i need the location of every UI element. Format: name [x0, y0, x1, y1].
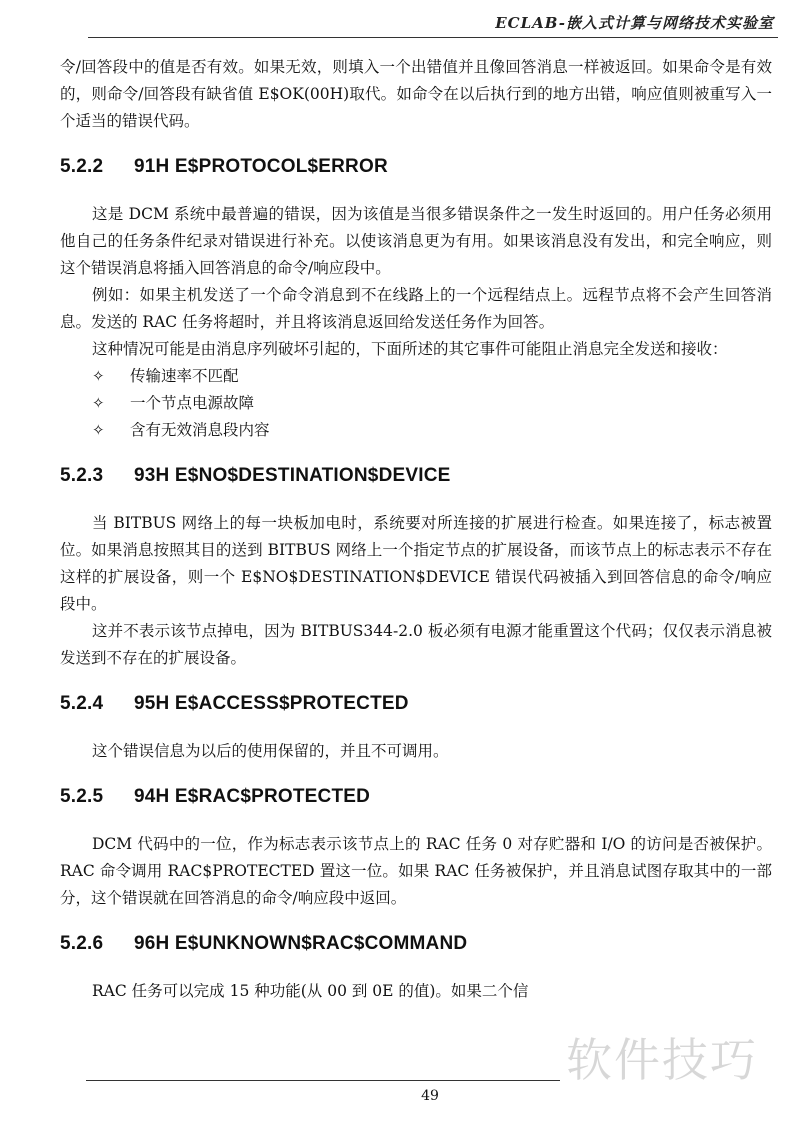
paragraph: 当 BITBUS 网络上的每一块板加电时，系统要对所连接的扩展进行检查。如果连接了，标志被置位。如果消息按照其目的送到 BITBUS 网络上一个指定节点的扩展设备，而该节点上的标志表示不存在这样的扩展设备，则一个 E$NO$DESTINATION$DEVICE 错误代码被插入到回答信息的命令/响应段中。: [60, 514, 772, 613]
page-number: 49: [421, 1088, 439, 1104]
bullet-list: [60, 363, 772, 444]
diamond-bullet-icon: ✧: [92, 367, 105, 385]
page-content: [60, 54, 772, 1005]
section-heading-5-2-4: [60, 692, 772, 716]
section-title: 94H E$RAC$PROTECTED: [134, 786, 371, 807]
paragraph: 这个错误信息为以后的使用保留的，并且不可调用。: [92, 742, 449, 760]
list-item: [92, 363, 772, 390]
list-item-text: 含有无效消息段内容: [130, 421, 270, 439]
diamond-bullet-icon: ✧: [92, 421, 105, 439]
paragraph: 这并不表示该节点掉电，因为 BITBUS344-2.0 板必须有电源才能重置这个代码；仅仅表示消息被发送到不存在的扩展设备。: [60, 622, 772, 667]
paragraph: 例如：如果主机发送了一个命令消息到不在线路上的一个远程结点上。远程节点将不会产生回答消息。发送的 RAC 任务将超时，并且将该消息返回给发送任务作为回答。: [60, 286, 772, 331]
section-heading-5-2-5: [60, 785, 772, 809]
intro-paragraph: 令/回答段中的值是否有效。如果无效，则填入一个出错值并且像回答消息一样被返回。如果命令是有效的，则命令/回答段有缺省值 E$OK(00H)取代。如命令在以后执行到的地方出错，响应值则被重写入一个适当的错误代码。: [60, 58, 772, 130]
list-item: [92, 417, 772, 444]
section-title: 95H E$ACCESS$PROTECTED: [134, 693, 409, 714]
section-title: 93H E$NO$DESTINATION$DEVICE: [134, 465, 451, 486]
paragraph: RAC 任务可以完成 15 种功能(从 00 到 0E 的值)。如果二个信: [92, 982, 529, 1000]
section-title: 96H E$UNKNOWN$RAC$COMMAND: [134, 933, 468, 954]
page-header: ECLAB-嵌入式计算与网络技术实验室: [88, 10, 778, 38]
diamond-bullet-icon: ✧: [92, 394, 105, 412]
section-number: 5.2.6: [60, 933, 104, 954]
section-number: 5.2.4: [60, 693, 104, 714]
section-number: 5.2.5: [60, 786, 104, 807]
section-number: 5.2.3: [60, 465, 104, 486]
paragraph: DCM 代码中的一位，作为标志表示该节点上的 RAC 任务 0 对存贮器和 I/O 的访问是否被保护。RAC 命令调用 RAC$PROTECTED 置这一位。如果 RAC 任务被保护，并且消息试图存取其中的一部分，这个错误就在回答消息的命令/响应段中返回。: [60, 835, 772, 907]
watermark: 软件技巧: [566, 1033, 758, 1087]
footer-divider: [86, 1080, 560, 1081]
section-title: 91H E$PROTOCOL$ERROR: [134, 156, 388, 177]
paragraph: 这种情况可能是由消息序列破坏引起的，下面所述的其它事件可能阻止消息完全发送和接收：: [92, 340, 728, 358]
list-item: [92, 390, 772, 417]
section-heading-5-2-3: [60, 464, 772, 488]
section-heading-5-2-2: [60, 155, 772, 179]
section-number: 5.2.2: [60, 156, 104, 177]
paragraph: 这是 DCM 系统中最普遍的错误，因为该值是当很多错误条件之一发生时返回的。用户任务必须用他自己的任务条件纪录对错误进行补充。以使该消息更为有用。如果该消息没有发出，和完全响应，则这个错误消息将插入回答消息的命令/响应段中。: [60, 205, 772, 277]
section-heading-5-2-6: [60, 932, 772, 956]
list-item-text: 一个节点电源故障: [130, 394, 255, 412]
list-item-text: 传输速率不匹配: [130, 367, 239, 385]
